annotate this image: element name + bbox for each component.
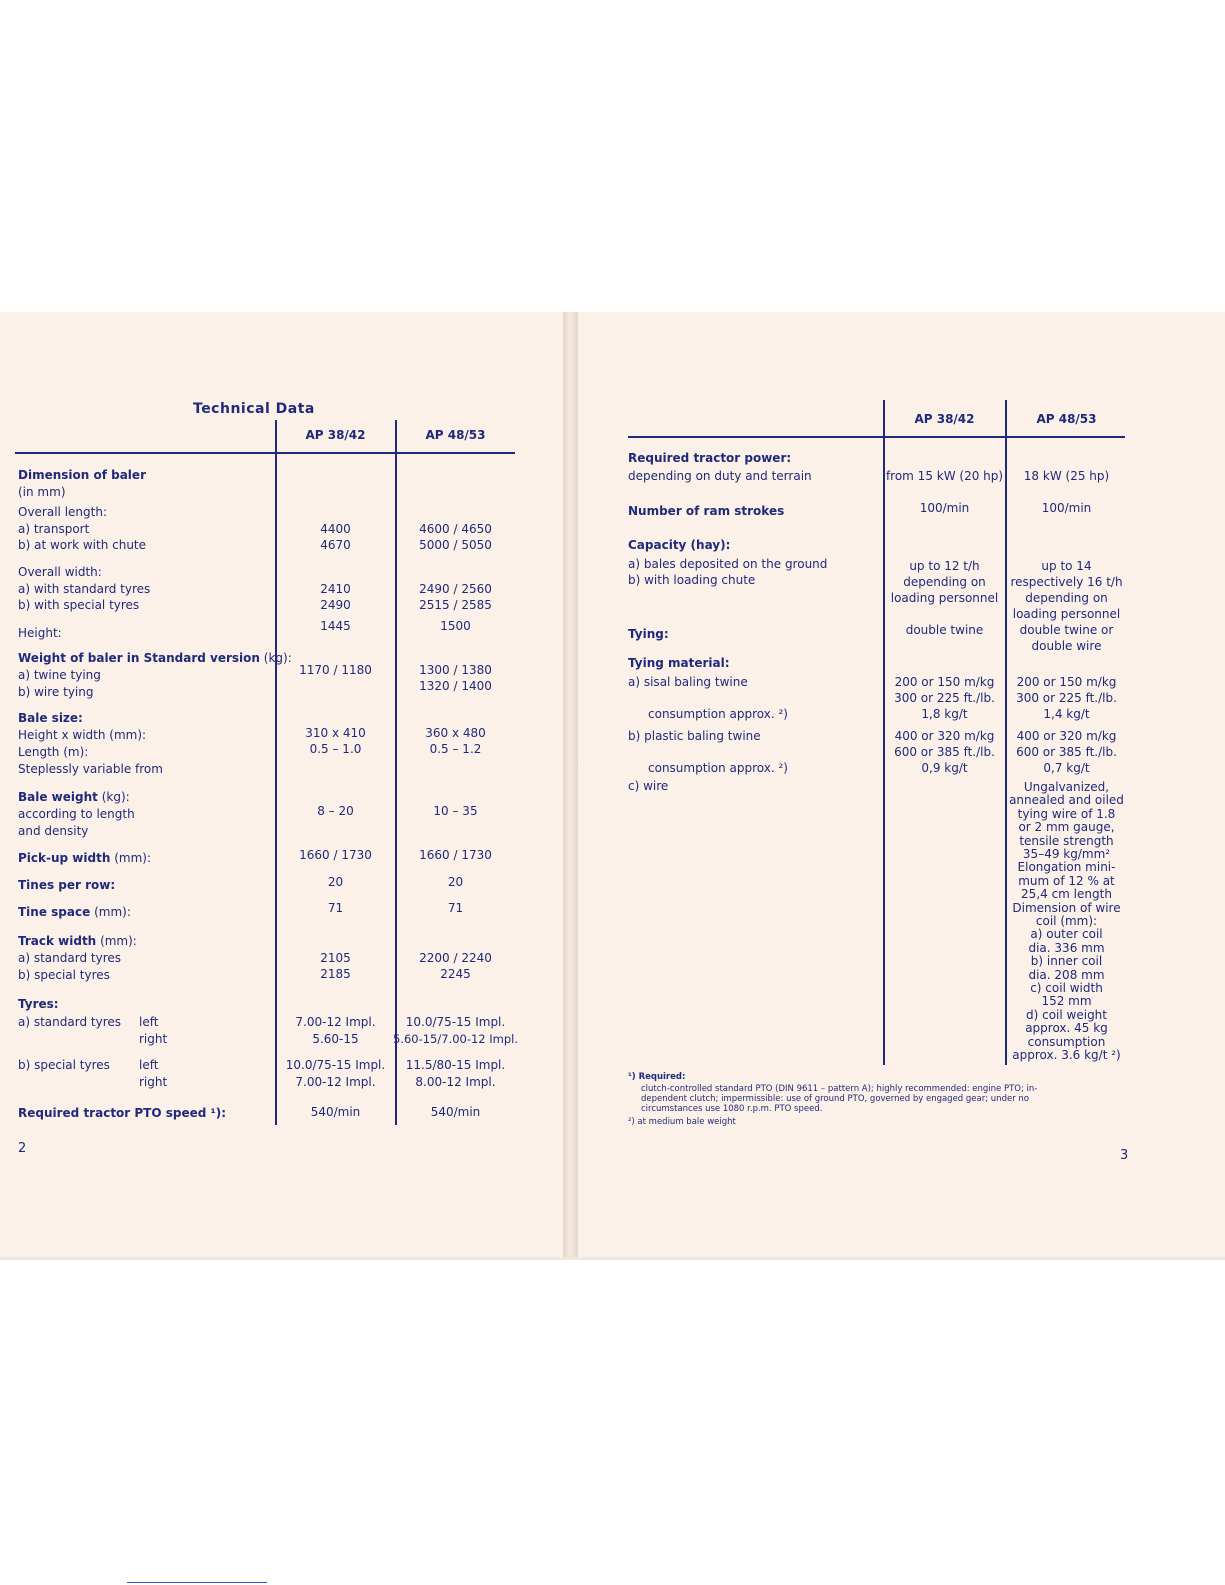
plastic-ap3842-line1: 400 or 320 m/kg xyxy=(894,729,995,743)
plastic-label: b) plastic baling twine xyxy=(628,729,761,743)
sisal-consumption-label: consumption approx. ²) xyxy=(648,707,788,721)
right-page xyxy=(578,312,1225,1257)
cap-b-label: b) with loading chute xyxy=(628,573,756,587)
hxw-label: Height x width (mm): xyxy=(18,728,147,742)
page-title: Technical Data xyxy=(193,401,315,417)
ram-ap3842: 100/min xyxy=(919,501,970,515)
tyres-std-right-label: right xyxy=(139,1032,168,1046)
spec-tyres-ap3842: 2490 xyxy=(320,598,351,612)
std-tyres-label: a) with standard tyres xyxy=(18,582,151,596)
track-title xyxy=(18,933,137,949)
pto-ap3842: 540/min xyxy=(310,1105,361,1119)
tyres-std-right-ap4853: 5.60-15/7.00-12 Impl. xyxy=(392,1032,519,1046)
height-ap3842: 1445 xyxy=(320,619,351,633)
sisal-ap3842-line1: 200 or 150 m/kg xyxy=(894,675,995,689)
tyres-spec-right-ap4853: 8.00-12 Impl. xyxy=(415,1075,496,1089)
wire-spec-line: Ungalvanized, xyxy=(1023,780,1110,794)
wire-label: c) wire xyxy=(628,779,669,793)
weight-title-unit: (kg): xyxy=(263,651,292,665)
cap-ap3842-line1: up to 12 t/h xyxy=(909,559,980,573)
pickup-unit: (mm): xyxy=(114,851,151,865)
wire-tying-label: b) wire tying xyxy=(18,685,94,699)
cap-ap4853-line1: up to 14 xyxy=(1041,559,1092,573)
pto-ap4853: 540/min xyxy=(430,1105,481,1119)
power-title: Required tractor power: xyxy=(628,451,792,465)
footnote-1-line1: clutch-controlled standard PTO (DIN 9611 – pattern A); highly recommended: engine PTO; in- xyxy=(641,1084,1038,1094)
bale-weight-ap3842: 8 – 20 xyxy=(317,804,354,818)
sisal-ap4853-line2: 300 or 225 ft./lb. xyxy=(1016,691,1117,705)
hxw-ap4853: 360 x 480 xyxy=(425,726,486,740)
overall-length-label: Overall length: xyxy=(18,505,107,519)
footnote-1-title: ¹) Required: xyxy=(628,1072,686,1082)
power-ap4853: 18 kW (25 hp) xyxy=(1023,469,1110,483)
bale-size-title: Bale size: xyxy=(18,711,83,725)
tine-space-ap4853: 71 xyxy=(447,901,464,915)
ram-ap4853: 100/min xyxy=(1041,501,1092,515)
tying-material-title: Tying material: xyxy=(628,656,730,670)
wire-spec-line: annealed and oiled xyxy=(1009,793,1124,808)
page-number-right: 3 xyxy=(1120,1148,1129,1163)
spec-tyres-ap4853: 2515 / 2585 xyxy=(419,598,492,612)
dimension-unit: (in mm) xyxy=(18,485,66,499)
tying-ap3842: double twine xyxy=(905,623,984,637)
left-page xyxy=(0,312,563,1257)
sisal-ap3842-line2: 300 or 225 ft./lb. xyxy=(894,691,995,705)
wire-spec-line: Elongation mini- xyxy=(1017,860,1116,875)
tying-label: Tying: xyxy=(628,627,669,641)
column-header-ap4853: AP 48/53 xyxy=(425,428,486,442)
tyres-std-left-ap4853: 10.0/75-15 Impl. xyxy=(405,1015,506,1029)
plastic-ap4853-line1: 400 or 320 m/kg xyxy=(1016,729,1117,743)
cap-ap3842-line3: loading personnel xyxy=(890,591,999,605)
wire-spec-line: dia. 336 mm xyxy=(1028,940,1105,955)
track-spec-ap4853: 2245 xyxy=(440,967,471,981)
wire-spec-line: mum of 12 % at xyxy=(1018,873,1115,888)
track-std-ap3842: 2105 xyxy=(320,951,351,965)
std-tyres-ap4853: 2490 / 2560 xyxy=(419,582,492,596)
tyres-spec-left-ap4853: 11.5/80-15 Impl. xyxy=(405,1058,506,1072)
plastic-consumption-ap4853: 0,7 kg/t xyxy=(1043,761,1090,775)
track-std-label: a) standard tyres xyxy=(18,951,122,965)
length-ap3842: 0.5 – 1.0 xyxy=(309,742,362,756)
tyres-spec-left-ap3842: 10.0/75-15 Impl. xyxy=(285,1058,386,1072)
tine-space-title xyxy=(18,904,131,920)
tine-space-text: Tine space xyxy=(18,905,91,919)
density-label: and density xyxy=(18,824,89,838)
tyres-spec-right-ap3842: 7.00-12 Impl. xyxy=(295,1075,376,1089)
wire-spec-line: d) coil weight xyxy=(1026,1007,1107,1022)
pickup-ap4853: 1660 / 1730 xyxy=(419,848,492,862)
tying-ap4853-line2: double wire xyxy=(1031,639,1102,653)
tyres-spec-right-label: right xyxy=(139,1075,168,1089)
track-unit: (mm): xyxy=(100,934,137,948)
link-underline xyxy=(127,1582,267,1583)
bale-weight-text: Bale weight xyxy=(18,790,98,804)
tines-label: Tines per row: xyxy=(18,878,116,892)
wire-spec-line: 35–49 kg/mm² xyxy=(1022,847,1111,861)
booklet-spread xyxy=(0,312,1225,1257)
sisal-consumption-ap4853: 1,4 kg/t xyxy=(1043,707,1090,721)
wire-spec-line: tying wire of 1.8 xyxy=(1017,806,1116,821)
length-ap4853: 0.5 – 1.2 xyxy=(429,742,482,756)
chute-ap4853: 5000 / 5050 xyxy=(419,538,492,552)
wire-spec-line: approx. 3.6 kg/t ²) xyxy=(1012,1048,1121,1062)
column-header-ap3842: AP 38/42 xyxy=(914,412,975,426)
ram-label: Number of ram strokes xyxy=(628,504,785,518)
page-number-left: 2 xyxy=(18,1141,27,1156)
wire-spec-line: 25,4 cm length xyxy=(1021,887,1112,902)
sisal-consumption-ap3842: 1,8 kg/t xyxy=(921,707,968,721)
twine-tying-ap4853: 1300 / 1380 xyxy=(419,663,492,677)
chute-ap3842: 4670 xyxy=(320,538,351,552)
wire-spec-line: 152 mm xyxy=(1041,994,1092,1009)
chute-label: b) at work with chute xyxy=(18,538,147,552)
cap-ap3842-line2: depending on xyxy=(903,575,986,589)
track-std-ap4853: 2200 / 2240 xyxy=(419,951,492,965)
gutter xyxy=(563,312,578,1257)
wire-tying-ap4853: 1320 / 1400 xyxy=(419,679,492,693)
overall-width-label: Overall width: xyxy=(18,565,102,579)
plastic-consumption-label: consumption approx. ²) xyxy=(648,761,788,775)
wire-spec-line: approx. 45 kg xyxy=(1025,1021,1108,1036)
tines-ap3842: 20 xyxy=(327,875,344,889)
track-spec-ap3842: 2185 xyxy=(320,967,351,981)
wire-spec-line: a) outer coil xyxy=(1030,927,1103,942)
transport-label: a) transport xyxy=(18,522,90,536)
wire-spec-line: coil (mm): xyxy=(1035,914,1098,928)
power-label: depending on duty and terrain xyxy=(628,469,812,483)
transport-ap4853: 4600 / 4650 xyxy=(419,522,492,536)
pickup-text: Pick-up width xyxy=(18,851,111,865)
tine-space-ap3842: 71 xyxy=(327,901,344,915)
height-label: Height: xyxy=(18,626,62,640)
tying-ap4853-line1: double twine or xyxy=(1019,623,1114,637)
tyres-std-left-label: left xyxy=(139,1015,159,1029)
column-header-ap3842: AP 38/42 xyxy=(305,428,366,442)
pickup-ap3842: 1660 / 1730 xyxy=(299,848,372,862)
transport-ap3842: 4400 xyxy=(320,522,351,536)
weight-title xyxy=(18,650,292,666)
cap-a-label: a) bales deposited on the ground xyxy=(628,557,828,571)
tyres-std-left-ap3842: 7.00-12 Impl. xyxy=(295,1015,376,1029)
wire-spec-line: consumption xyxy=(1027,1034,1106,1049)
header-rule xyxy=(628,436,1125,438)
header-rule xyxy=(15,452,515,454)
pickup-title xyxy=(18,850,151,866)
plastic-consumption-ap3842: 0,9 kg/t xyxy=(921,761,968,775)
tyres-title: Tyres: xyxy=(18,997,59,1011)
length-label: Length (m): xyxy=(18,745,89,759)
plastic-ap3842-line2: 600 or 385 ft./lb. xyxy=(894,745,995,759)
wire-spec-line: c) coil width xyxy=(1030,981,1103,995)
spec-tyres-label: b) with special tyres xyxy=(18,598,140,612)
column-header-ap4853: AP 48/53 xyxy=(1036,412,1097,426)
footnote-1-line3: circumstances use 1080 r.p.m. PTO speed. xyxy=(641,1104,823,1114)
std-tyres-ap3842: 2410 xyxy=(320,582,351,596)
wire-spec-line: or 2 mm gauge, xyxy=(1018,820,1115,835)
hxw-ap3842: 310 x 410 xyxy=(305,726,366,740)
twine-tying-label: a) twine tying xyxy=(18,668,101,682)
wire-spec-line: dia. 208 mm xyxy=(1028,967,1105,982)
sisal-label: a) sisal baling twine xyxy=(628,675,748,689)
tyres-std-right-ap3842: 5.60-15 xyxy=(312,1032,359,1046)
wire-spec-line: b) inner coil xyxy=(1030,954,1103,969)
footnote-2: ²) at medium bale weight xyxy=(628,1117,736,1127)
bale-weight-title xyxy=(18,789,130,805)
track-spec-label: b) special tyres xyxy=(18,968,110,982)
tines-ap4853: 20 xyxy=(447,875,464,889)
capacity-title: Capacity (hay): xyxy=(628,538,731,552)
acc-length-label: according to length xyxy=(18,807,135,821)
bale-weight-ap4853: 10 – 35 xyxy=(433,804,478,818)
cap-ap4853-line4: loading personnel xyxy=(1012,607,1121,621)
footnote-1-line2: dependent clutch; impermissible: use of ground PTO, governed by engaged gear; under no xyxy=(641,1094,1029,1104)
wire-spec-line: tensile strength xyxy=(1019,833,1114,848)
tyres-std-label: a) standard tyres xyxy=(18,1015,122,1029)
cap-ap4853-line2: respectively 16 t/h xyxy=(1010,575,1123,589)
cap-ap4853-line3: depending on xyxy=(1025,591,1108,605)
pto-label: Required tractor PTO speed ¹): xyxy=(18,1106,227,1120)
tyres-spec-left-label: left xyxy=(139,1058,159,1072)
dimension-title: Dimension of baler xyxy=(18,468,146,482)
scan-edge xyxy=(0,1257,1225,1260)
power-ap3842: from 15 kW (20 hp) xyxy=(885,469,1004,483)
steplessly-label: Steplessly variable from xyxy=(18,762,163,776)
twine-tying-ap3842: 1170 / 1180 xyxy=(299,663,372,677)
plastic-ap4853-line2: 600 or 385 ft./lb. xyxy=(1016,745,1117,759)
weight-title-text: Weight of baler in Standard version xyxy=(18,651,260,665)
wire-spec-line: Dimension of wire xyxy=(1012,900,1121,915)
sisal-ap4853-line1: 200 or 150 m/kg xyxy=(1016,675,1117,689)
tine-space-unit: (mm): xyxy=(94,905,131,919)
height-ap4853: 1500 xyxy=(440,619,471,633)
tyres-spec-label: b) special tyres xyxy=(18,1058,110,1072)
track-text: Track width xyxy=(18,934,97,948)
bale-weight-unit: (kg): xyxy=(101,790,130,804)
